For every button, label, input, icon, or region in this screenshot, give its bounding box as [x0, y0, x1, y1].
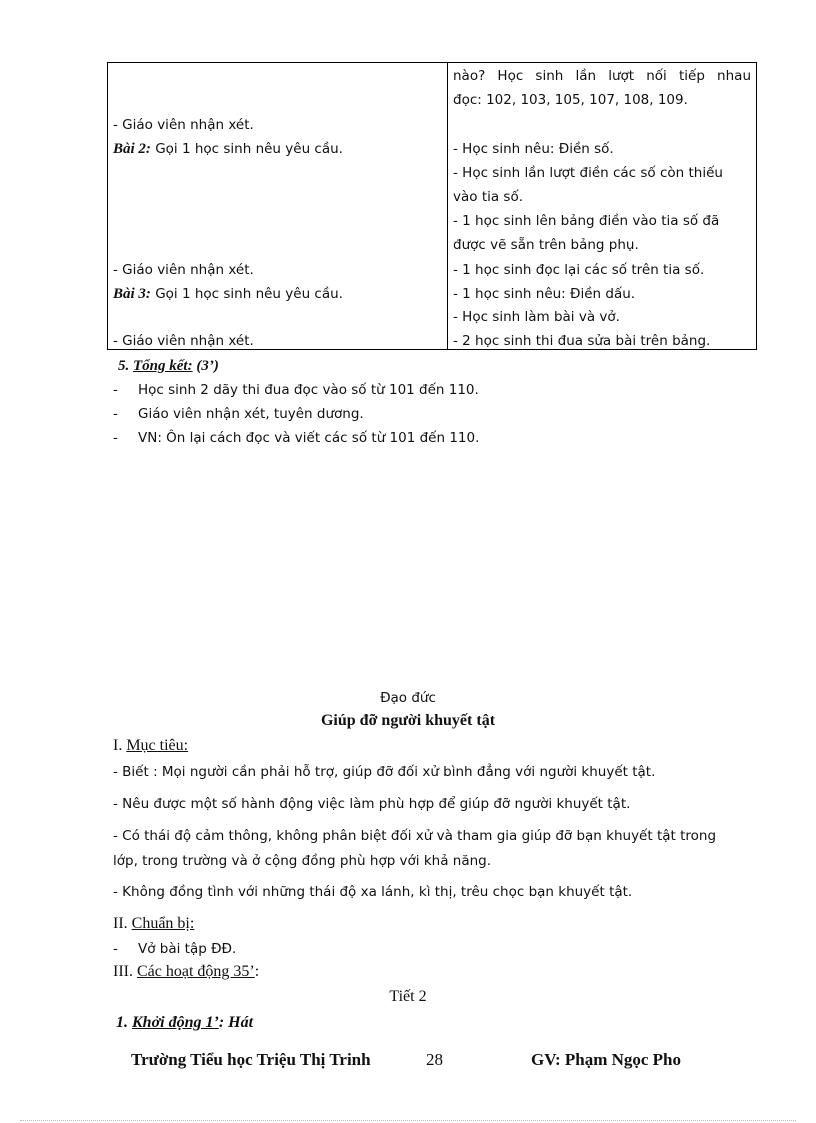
table-left-row: - Giáo viên nhận xét.: [113, 333, 254, 349]
table-right-row: - 2 học sinh thi đua sửa bài trên bảng.: [453, 333, 711, 349]
table-left-row: Bài 3: Gọi 1 học sinh nêu yêu cầu.: [113, 286, 343, 302]
table-left-row: - Giáo viên nhận xét.: [113, 117, 254, 133]
objective-item: lớp, trong trường và ở cộng đồng phù hợp với khả năng.: [113, 853, 492, 869]
table-right-row: - 1 học sinh nêu: Điền dấu.: [453, 286, 636, 302]
table-right-row: đọc: 102, 103, 105, 107, 108, 109.: [453, 92, 688, 108]
activity-table: [107, 62, 757, 350]
objective-item: - Biết : Mọi người cần phải hỗ trợ, giúp đỡ đối xử bình đẳng với người khuyết tật.: [113, 764, 656, 780]
table-right-row: - Học sinh nêu: Điền số.: [453, 141, 614, 157]
table-right-row: - Học sinh làm bài và vở.: [453, 309, 620, 325]
table-column-divider: [447, 63, 448, 349]
table-right-row: được vẽ sẵn trên bảng phụ.: [453, 237, 639, 253]
section-prep-heading: II. Chuẩn bị:: [113, 915, 195, 932]
summary-item: - Học sinh 2 dãy thi đua đọc vào số từ 101 đến 110.: [113, 382, 479, 398]
lesson-title: Giúp đỡ người khuyết tật: [320, 712, 496, 729]
objective-item: - Nêu được một số hành động việc làm phù hợp để giúp đỡ người khuyết tật.: [113, 796, 631, 812]
summary-item: - Giáo viên nhận xét, tuyên dương.: [113, 406, 364, 422]
table-right-row: vào tia số.: [453, 189, 524, 205]
footer-page-number: 28: [426, 1050, 443, 1069]
summary-item: - VN: Ôn lại cách đọc và viết các số từ 101 đến 110.: [113, 430, 480, 446]
footer-school: Trường Tiểu học Triệu Thị Trinh: [131, 1050, 371, 1069]
activity-heading: 1. Khởi động 1’: Hát: [116, 1014, 254, 1031]
period-label: Tiết 2: [389, 988, 427, 1005]
table-left-row: - Giáo viên nhận xét.: [113, 262, 254, 278]
section-objectives-heading: I. Mục tiêu:: [113, 737, 189, 754]
section-activities-heading: III. Các hoạt động 35’:: [113, 963, 260, 980]
page-bottom-dotted-line: [20, 1120, 796, 1121]
summary-heading: 5. Tổng kết: (3’): [118, 358, 219, 374]
table-right-row: nào? Học sinh lần lượt nối tiếp nhau: [453, 68, 751, 84]
table-left-row: Bài 2: Gọi 1 học sinh nêu yêu cầu.: [113, 141, 343, 157]
subject-label: Đạo đức: [380, 690, 436, 706]
table-right-row: - Học sinh lần lượt điền các số còn thiếu: [453, 165, 723, 181]
table-right-row: - 1 học sinh đọc lại các số trên tia số.: [453, 262, 705, 278]
table-right-row: - 1 học sinh lên bảng điền vào tia số đã: [453, 213, 720, 229]
footer-teacher: GV: Phạm Ngọc Pho: [531, 1050, 682, 1069]
objective-item: - Có thái độ cảm thông, không phân biệt đối xử và tham gia giúp đỡ bạn khuyết tật trong: [113, 828, 717, 844]
prep-item: - Vở bài tập ĐĐ.: [113, 941, 237, 957]
objective-item: - Không đồng tình với những thái độ xa lánh, kì thị, trêu chọc bạn khuyết tật.: [113, 884, 633, 900]
